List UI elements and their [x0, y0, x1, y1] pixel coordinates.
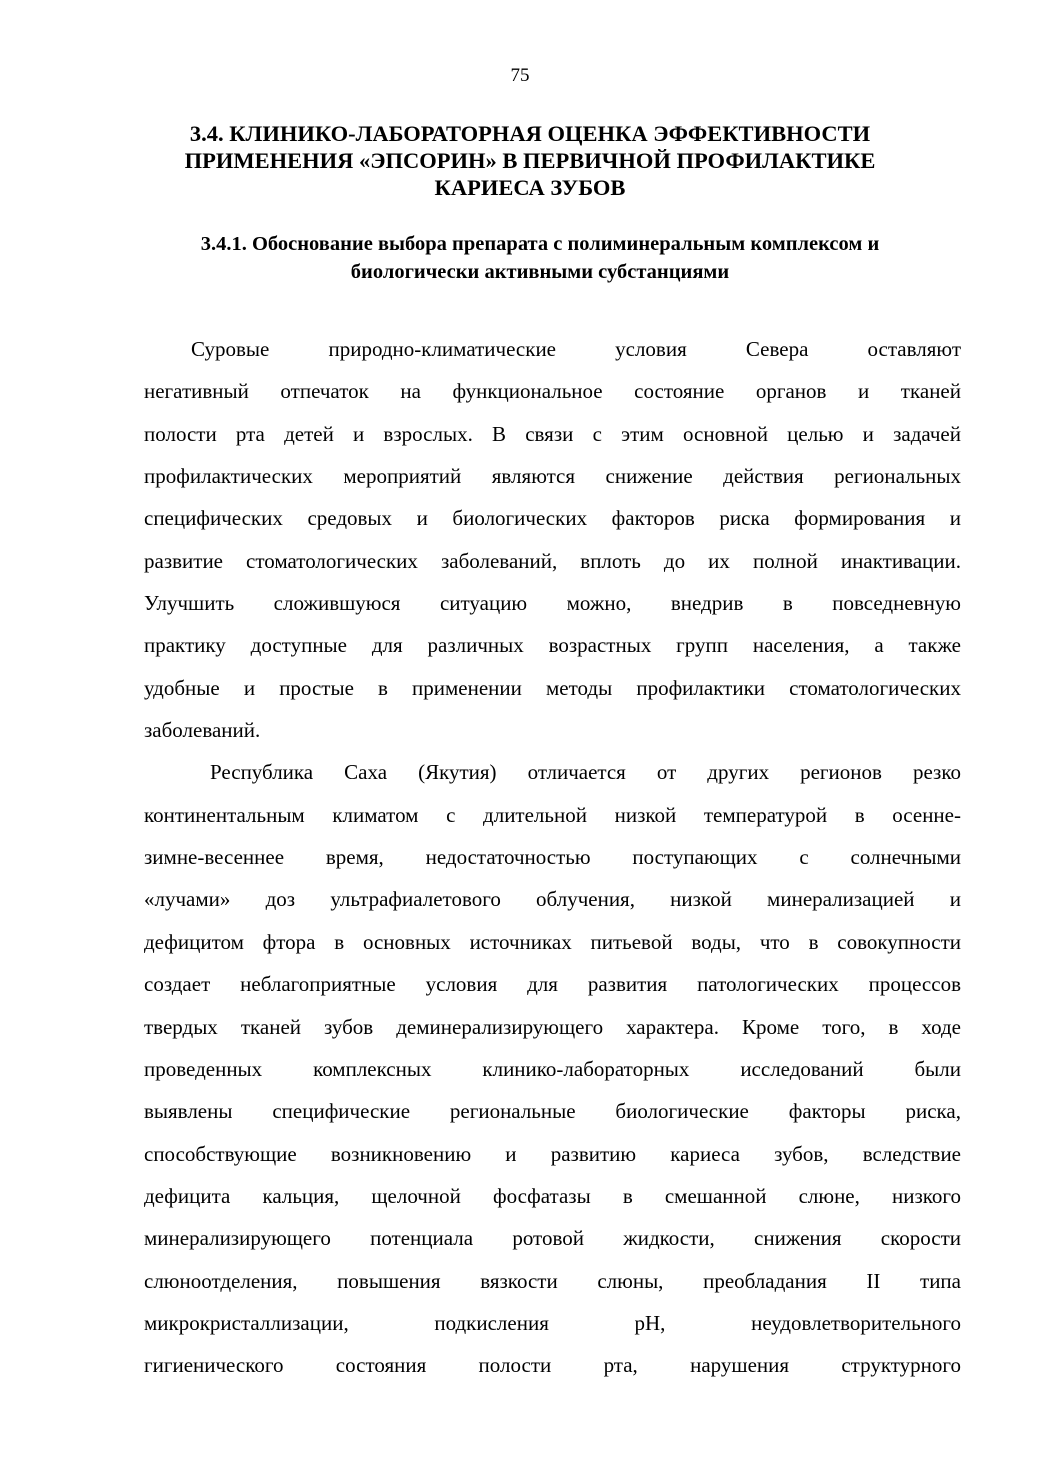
- text-line: способствующие возникновению и развитию кариеса зубов, вследствие: [144, 1141, 961, 1166]
- text-line: микрокристаллизации, подкисления pH, неудовлетворительного: [144, 1310, 961, 1335]
- page-number: 75: [510, 65, 530, 86]
- text-line: специфических средовых и биологических факторов риска формирования и: [144, 506, 961, 531]
- body-text: [144, 328, 961, 1387]
- paragraph: [144, 328, 961, 751]
- text-line: профилактических мероприятий являются снижение действия региональных: [144, 464, 961, 489]
- text-line: континентальным климатом с длительной низкой температурой в осенне-: [144, 802, 961, 827]
- text-line: Суровые природно-климатические условия Севера оставляют: [191, 337, 961, 361]
- section-title-line: 3.4. КЛИНИКО-ЛАБОРАТОРНАЯ ОЦЕНКА ЭФФЕКТИВНОСТИ: [189, 121, 871, 146]
- text-line: твердых тканей зубов деминерализирующего характера. Кроме того, в ходе: [144, 1014, 961, 1039]
- text-line: проведенных комплексных клинико-лабораторных исследований были: [144, 1056, 961, 1081]
- text-line: развитие стоматологических заболеваний, вплоть до их полной инактивации.: [144, 548, 961, 573]
- text-line: слюноотделения, повышения вязкости слюны, преобладания II типа: [144, 1268, 961, 1293]
- section-title: [120, 120, 940, 201]
- subsection-title-line: биологически активными субстанциями: [350, 261, 730, 283]
- text-line: выявлены специфические региональные биологические факторы риска,: [144, 1099, 961, 1124]
- text-line: негативный отпечаток на функциональное состояние органов и тканей: [144, 379, 961, 404]
- text-line: дефицитом фтора в основных источниках питьевой воды, что в совокупности: [144, 929, 961, 954]
- section-title-line: КАРИЕСА ЗУБОВ: [434, 175, 626, 200]
- text-line: Улучшить сложившуюся ситуацию можно, внедрив в повседневную: [144, 591, 961, 616]
- section-title-line: ПРИМЕНЕНИЯ «ЭПСОРИН» В ПЕРВИЧНОЙ ПРОФИЛАКТИКЕ: [184, 148, 876, 173]
- text-line: заболеваний.: [144, 718, 261, 743]
- text-line: минерализирующего потенциала ротовой жидкости, снижения скорости: [144, 1226, 961, 1251]
- subsection-title: [110, 230, 970, 286]
- text-line: зимне-весеннее время, недостаточностью поступающих с солнечными: [144, 845, 961, 870]
- text-line: создает неблагоприятные условия для развития патологических процессов: [144, 972, 961, 997]
- subsection-title-line: 3.4.1. Обоснование выбора препарата с полиминеральным комплексом и: [200, 233, 880, 255]
- text-line: полости рта детей и взрослых. В связи с этим основной целью и задачей: [144, 421, 961, 446]
- paragraph: [144, 751, 961, 1386]
- text-line: «лучами» доз ультрафиалетового облучения, низкой минерализацией и: [144, 887, 961, 912]
- text-line: удобные и простые в применении методы профилактики стоматологических: [144, 675, 961, 700]
- text-line: Республика Саха (Якутия) отличается от других регионов резко: [210, 760, 961, 785]
- text-line: гигиенического состояния полости рта, нарушения структурного: [144, 1353, 961, 1378]
- text-line: практику доступные для различных возрастных групп населения, а также: [144, 633, 961, 658]
- text-line: дефицита кальция, щелочной фосфатазы в смешанной слюне, низкого: [144, 1183, 961, 1208]
